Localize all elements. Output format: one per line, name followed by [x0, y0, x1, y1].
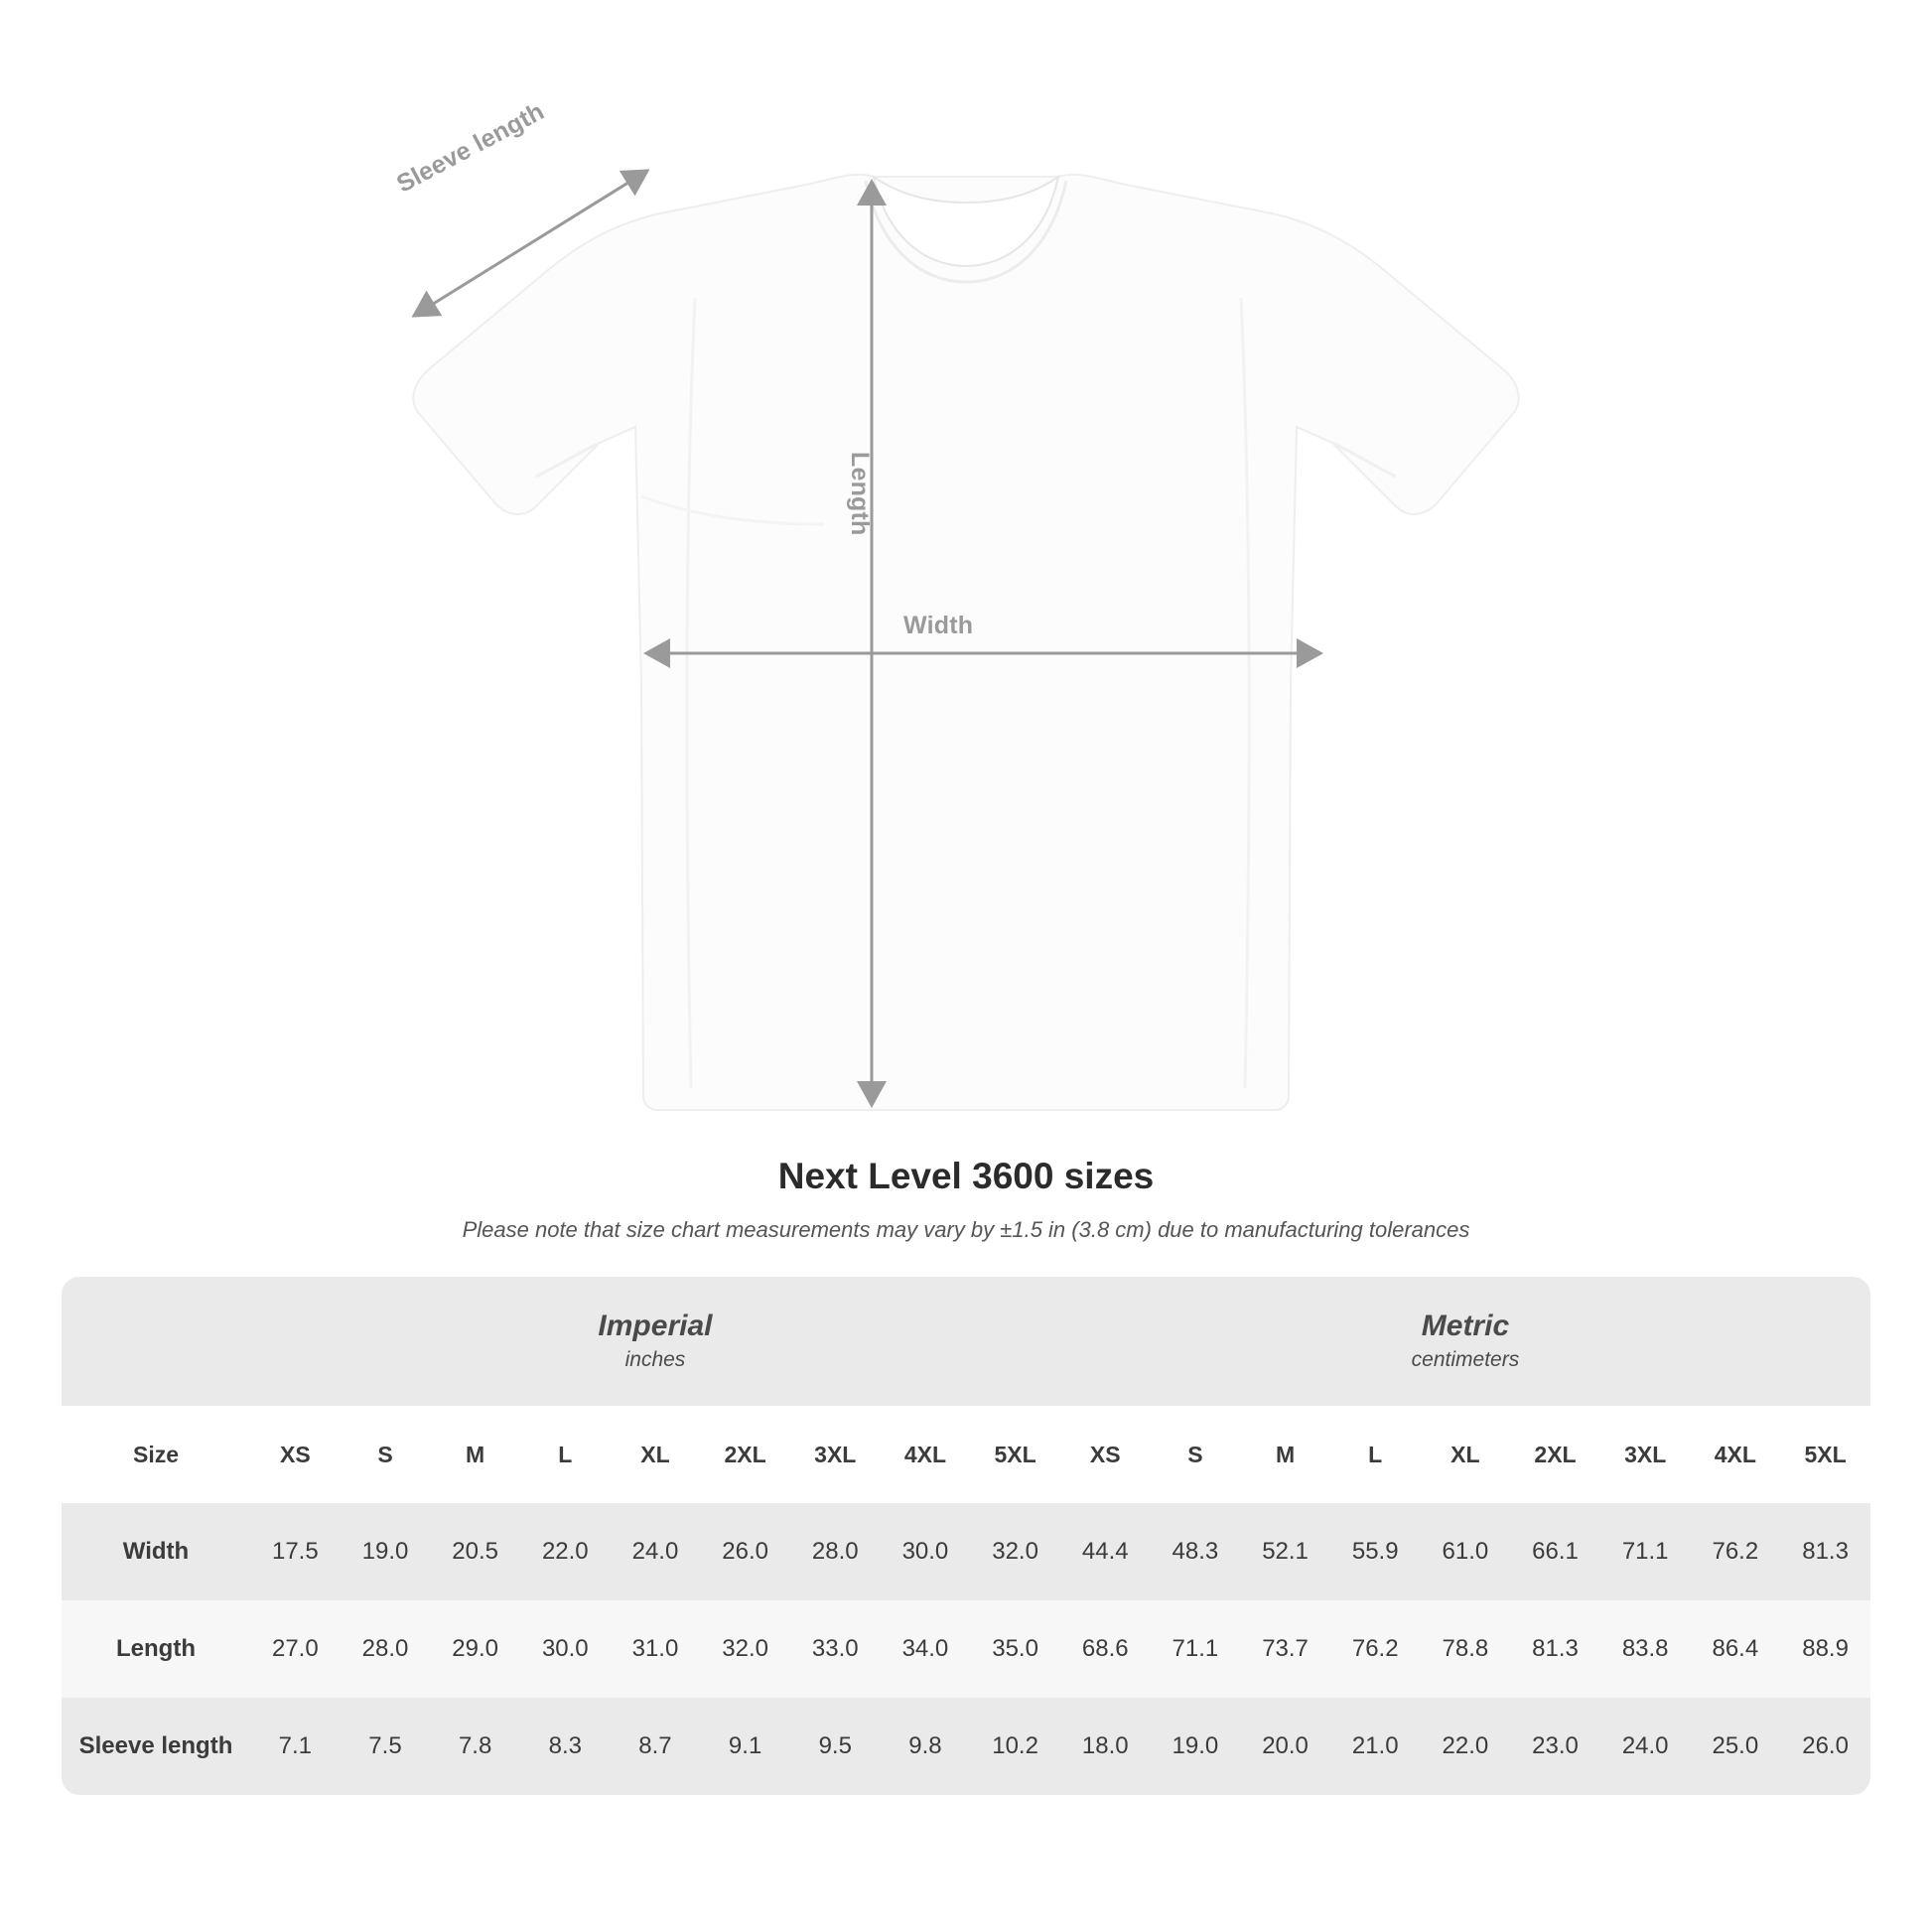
sleeve-length-label: Sleeve length	[392, 97, 549, 199]
cell-metric: 20.0	[1240, 1698, 1330, 1795]
size-header-cell: 5XL	[1780, 1406, 1870, 1503]
system-name: Imperial	[598, 1309, 713, 1342]
cell-imperial: 30.0	[520, 1600, 611, 1698]
system-unit: centimeters	[1411, 1348, 1520, 1371]
table-row	[62, 1698, 1870, 1795]
cell-imperial: 34.0	[881, 1600, 971, 1698]
cell-imperial: 22.0	[520, 1503, 611, 1600]
table-row	[62, 1503, 1870, 1600]
cell-imperial: 20.5	[430, 1503, 520, 1600]
cell-imperial: 7.1	[250, 1698, 341, 1795]
cell-imperial: 24.0	[611, 1503, 701, 1600]
cell-metric: 73.7	[1240, 1600, 1330, 1698]
size-header-cell: 5XL	[970, 1406, 1060, 1503]
cell-metric: 44.4	[1060, 1503, 1151, 1600]
size-header-cell: 4XL	[881, 1406, 971, 1503]
size-header-row	[62, 1406, 1870, 1503]
cell-metric: 81.3	[1510, 1600, 1600, 1698]
cell-imperial: 9.8	[881, 1698, 971, 1795]
size-header-cell: XL	[611, 1406, 701, 1503]
row-label: Sleeve length	[62, 1698, 250, 1795]
size-header-cell: 4XL	[1691, 1406, 1781, 1503]
row-label: Width	[62, 1503, 250, 1600]
size-header-cell: M	[430, 1406, 520, 1503]
size-header-cell: XS	[1060, 1406, 1151, 1503]
cell-imperial: 29.0	[430, 1600, 520, 1698]
size-table	[62, 1277, 1870, 1795]
size-header-cell: S	[341, 1406, 431, 1503]
cell-metric: 18.0	[1060, 1698, 1151, 1795]
cell-metric: 19.0	[1151, 1698, 1241, 1795]
cell-metric: 21.0	[1330, 1698, 1421, 1795]
size-header-label: Size	[62, 1406, 250, 1503]
cell-metric: 81.3	[1780, 1503, 1870, 1600]
length-label: Length	[846, 452, 874, 536]
cell-imperial: 32.0	[700, 1600, 790, 1698]
cell-metric: 78.8	[1421, 1600, 1511, 1698]
cell-imperial: 28.0	[790, 1503, 881, 1600]
cell-imperial: 19.0	[341, 1503, 431, 1600]
cell-imperial: 31.0	[611, 1600, 701, 1698]
size-header-cell: 2XL	[1510, 1406, 1600, 1503]
cell-imperial: 17.5	[250, 1503, 341, 1600]
cell-metric: 76.2	[1330, 1600, 1421, 1698]
cell-imperial: 8.3	[520, 1698, 611, 1795]
cell-metric: 52.1	[1240, 1503, 1330, 1600]
size-header-cell: S	[1151, 1406, 1241, 1503]
system-header-imperial	[250, 1277, 1060, 1406]
cell-metric: 22.0	[1421, 1698, 1511, 1795]
cell-metric: 88.9	[1780, 1600, 1870, 1698]
cell-metric: 26.0	[1780, 1698, 1870, 1795]
table-row	[62, 1600, 1870, 1698]
cell-imperial: 10.2	[970, 1698, 1060, 1795]
cell-imperial: 27.0	[250, 1600, 341, 1698]
system-unit: inches	[624, 1348, 686, 1371]
cell-metric: 66.1	[1510, 1503, 1600, 1600]
cell-metric: 71.1	[1600, 1503, 1691, 1600]
width-label: Width	[903, 612, 974, 639]
cell-imperial: 9.1	[700, 1698, 790, 1795]
cell-imperial: 8.7	[611, 1698, 701, 1795]
size-table-wrapper	[62, 1277, 1870, 1795]
cell-metric: 55.9	[1330, 1503, 1421, 1600]
title-block	[0, 1156, 1932, 1243]
system-header-metric	[1060, 1277, 1870, 1406]
cell-imperial: 35.0	[970, 1600, 1060, 1698]
system-name: Metric	[1421, 1309, 1510, 1342]
cell-metric: 71.1	[1151, 1600, 1241, 1698]
system-header-row	[62, 1277, 1870, 1406]
page-title: Next Level 3600 sizes	[777, 1156, 1155, 1196]
size-header-cell: M	[1240, 1406, 1330, 1503]
cell-metric: 48.3	[1151, 1503, 1241, 1600]
cell-imperial: 9.5	[790, 1698, 881, 1795]
cell-imperial: 32.0	[970, 1503, 1060, 1600]
cell-metric: 23.0	[1510, 1698, 1600, 1795]
cell-metric: 68.6	[1060, 1600, 1151, 1698]
cell-imperial: 7.5	[341, 1698, 431, 1795]
cell-metric: 25.0	[1691, 1698, 1781, 1795]
size-header-cell: L	[1330, 1406, 1421, 1503]
cell-metric: 86.4	[1691, 1600, 1781, 1698]
cell-imperial: 7.8	[430, 1698, 520, 1795]
size-header-cell: 3XL	[1600, 1406, 1691, 1503]
cell-imperial: 30.0	[881, 1503, 971, 1600]
size-table-body	[62, 1277, 1870, 1795]
cell-metric: 83.8	[1600, 1600, 1691, 1698]
cell-metric: 61.0	[1421, 1503, 1511, 1600]
cell-metric: 76.2	[1691, 1503, 1781, 1600]
cell-imperial: 26.0	[700, 1503, 790, 1600]
tolerance-note: Please note that size chart measurements may vary by ±1.5 in (3.8 cm) due to manufacturing tolerances	[462, 1217, 1470, 1242]
cell-metric: 24.0	[1600, 1698, 1691, 1795]
row-label: Length	[62, 1600, 250, 1698]
size-header-cell: XL	[1421, 1406, 1511, 1503]
size-header-cell: 2XL	[700, 1406, 790, 1503]
cell-imperial: 28.0	[341, 1600, 431, 1698]
size-header-cell: 3XL	[790, 1406, 881, 1503]
size-header-cell: XS	[250, 1406, 341, 1503]
cell-imperial: 33.0	[790, 1600, 881, 1698]
system-header-blank	[62, 1277, 250, 1406]
size-header-cell: L	[520, 1406, 611, 1503]
